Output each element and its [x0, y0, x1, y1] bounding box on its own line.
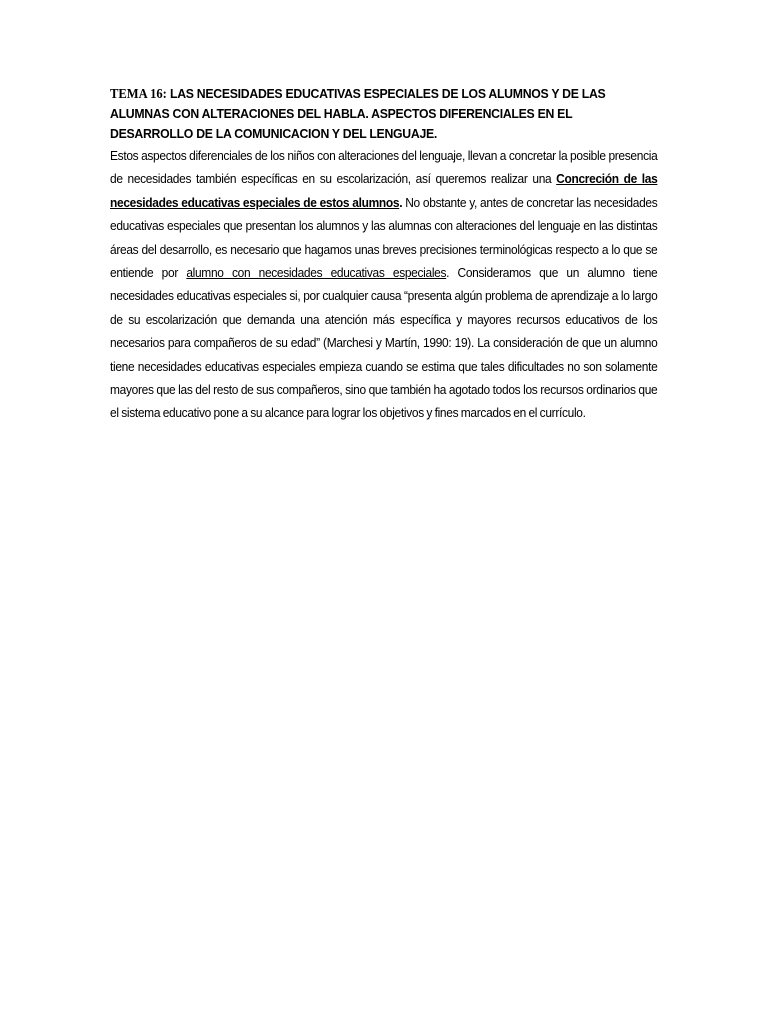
- paragraph-part-1: Estos aspectos diferenciales de los niños con alteraciones del lenguaje, llevan a concretar la posible presencia de necesidades también específicas en su escolarización, así queremos realizar una: [110, 148, 658, 187]
- paragraph-part-3: . Consideramos que un alumno tiene necesidades educativas especiales si, por cualquier causa “presenta algún problema de aprendizaje a lo largo de su escolarización que demanda una atención más específica y mayores recursos educativos de los necesarios para compañeros de su edad” (Marchesi y Martín, 1990: 19). La consideración de que un alumno tiene necesidades educativas especiales empieza cuando se estima que tales dificultades no son solamente mayores que las del resto de sus compañeros, sino que también ha agotado todos los recursos ordinarios que el sistema educativo pone a su alcance para lograr los objetivos y fines marcados en el currículo.: [110, 265, 658, 421]
- document-heading: [110, 84, 657, 144]
- paragraph-part-2: No obstante y, antes de concretar las necesidades educativas especiales que presentan los alumnos y las alumnas con alteraciones del lenguaje en las distintas áreas del desarrollo, es necesario que hagamos unas breves precisiones terminológicas respecto a lo que se entiende por: [110, 194, 658, 281]
- emphasis-concrecion: Concreción de las necesidades educativas especiales de estos alumnos: [110, 171, 658, 210]
- body-paragraph: [110, 144, 657, 425]
- document-content: [110, 84, 657, 425]
- paragraph-period: .: [399, 194, 403, 210]
- heading-title: LAS NECESIDADES EDUCATIVAS ESPECIALES DE LOS ALUMNOS Y DE LAS ALUMNAS CON ALTERACIONES DEL HABLA. ASPECTOS DIFERENCIALES EN EL DESARROLLO DE LA COMUNICACION Y DEL LENGUAJE.: [110, 86, 606, 141]
- tema-label: TEMA 16:: [110, 86, 167, 101]
- emphasis-alumno-nee: alumno con necesidades educativas especiales: [186, 265, 447, 281]
